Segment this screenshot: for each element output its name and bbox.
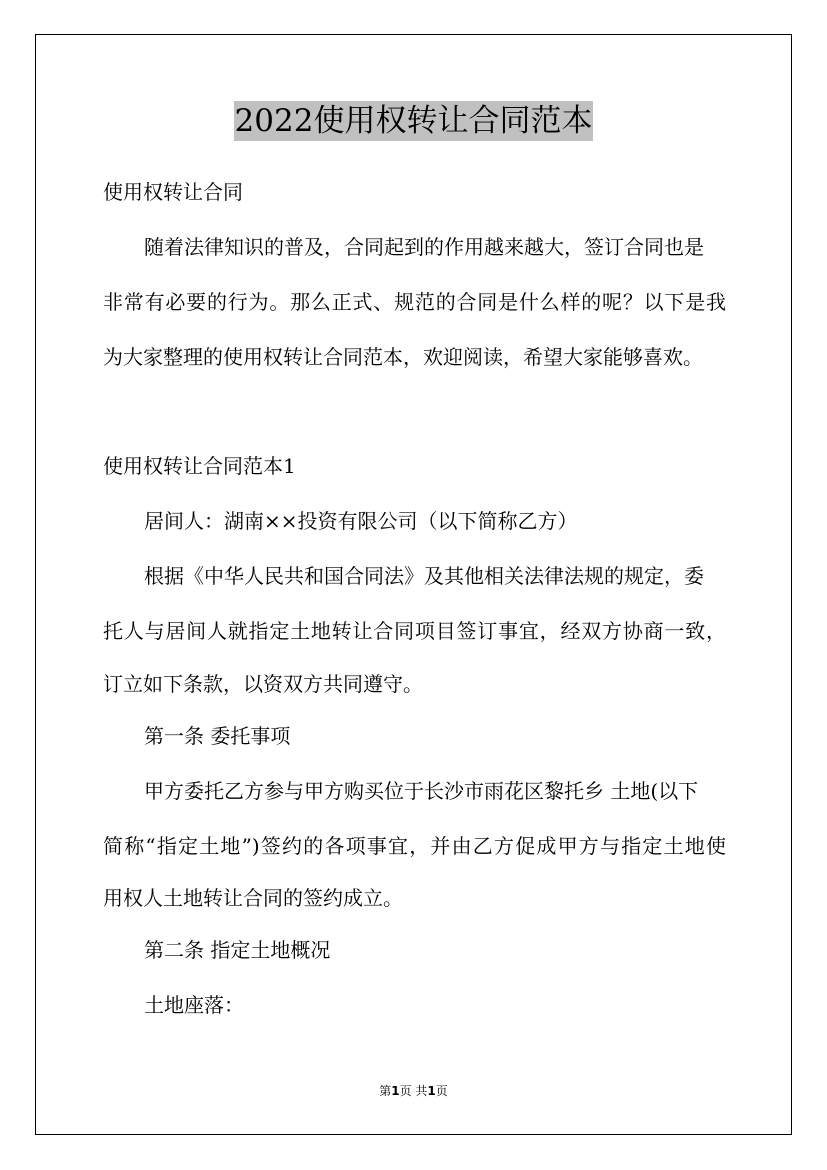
- footer-page-current: 1: [391, 1084, 400, 1098]
- land-location-label: 土地座落：: [144, 993, 244, 1017]
- footer-page-mid: 页 共: [399, 1084, 428, 1098]
- title-container: [0, 101, 827, 141]
- section-heading: 使用权转让合同: [103, 180, 243, 204]
- intro-line-1: 随着法律知识的普及，合同起到的作用越来越大，签订合同也是: [144, 235, 704, 259]
- intro-line-2: 非常有必要的行为。那么正式、规范的合同是什么样的呢？以下是我: [103, 290, 726, 314]
- footer-page-total: 1: [427, 1084, 436, 1098]
- article1-line-2: 简称“指定土地”)签约的各项事宜，并由乙方促成甲方与指定土地使: [103, 834, 726, 858]
- intro-line-3: 为大家整理的使用权转让合同范本，欢迎阅读，希望大家能够喜欢。: [103, 345, 703, 369]
- article1-line-3: 用权人土地转让合同的签约成立。: [103, 886, 403, 910]
- basis-line-2: 托人与居间人就指定土地转让合同项目签订事宜，经双方协商一致，: [103, 619, 726, 643]
- intermediary-line: 居间人：湖南××投资有限公司（以下简称乙方）: [144, 509, 578, 533]
- sample-heading: 使用权转让合同范本1: [103, 454, 296, 478]
- footer-page-suffix: 页: [435, 1084, 448, 1098]
- basis-line-1: 根据《中华人民共和国合同法》及其他相关法律法规的规定，委: [144, 564, 704, 588]
- footer-page-prefix: 第: [379, 1084, 392, 1098]
- document-title: 2022使用权转让合同范本: [234, 103, 593, 139]
- article2-title: 第二条 指定土地概况: [144, 938, 331, 962]
- article1-line-1: 甲方委托乙方参与甲方购买位于长沙市雨花区黎托乡 土地(以下: [144, 779, 699, 803]
- article1-title: 第一条 委托事项: [144, 724, 291, 748]
- page-footer: [0, 1083, 827, 1099]
- basis-line-3: 订立如下条款，以资双方共同遵守。: [103, 672, 423, 696]
